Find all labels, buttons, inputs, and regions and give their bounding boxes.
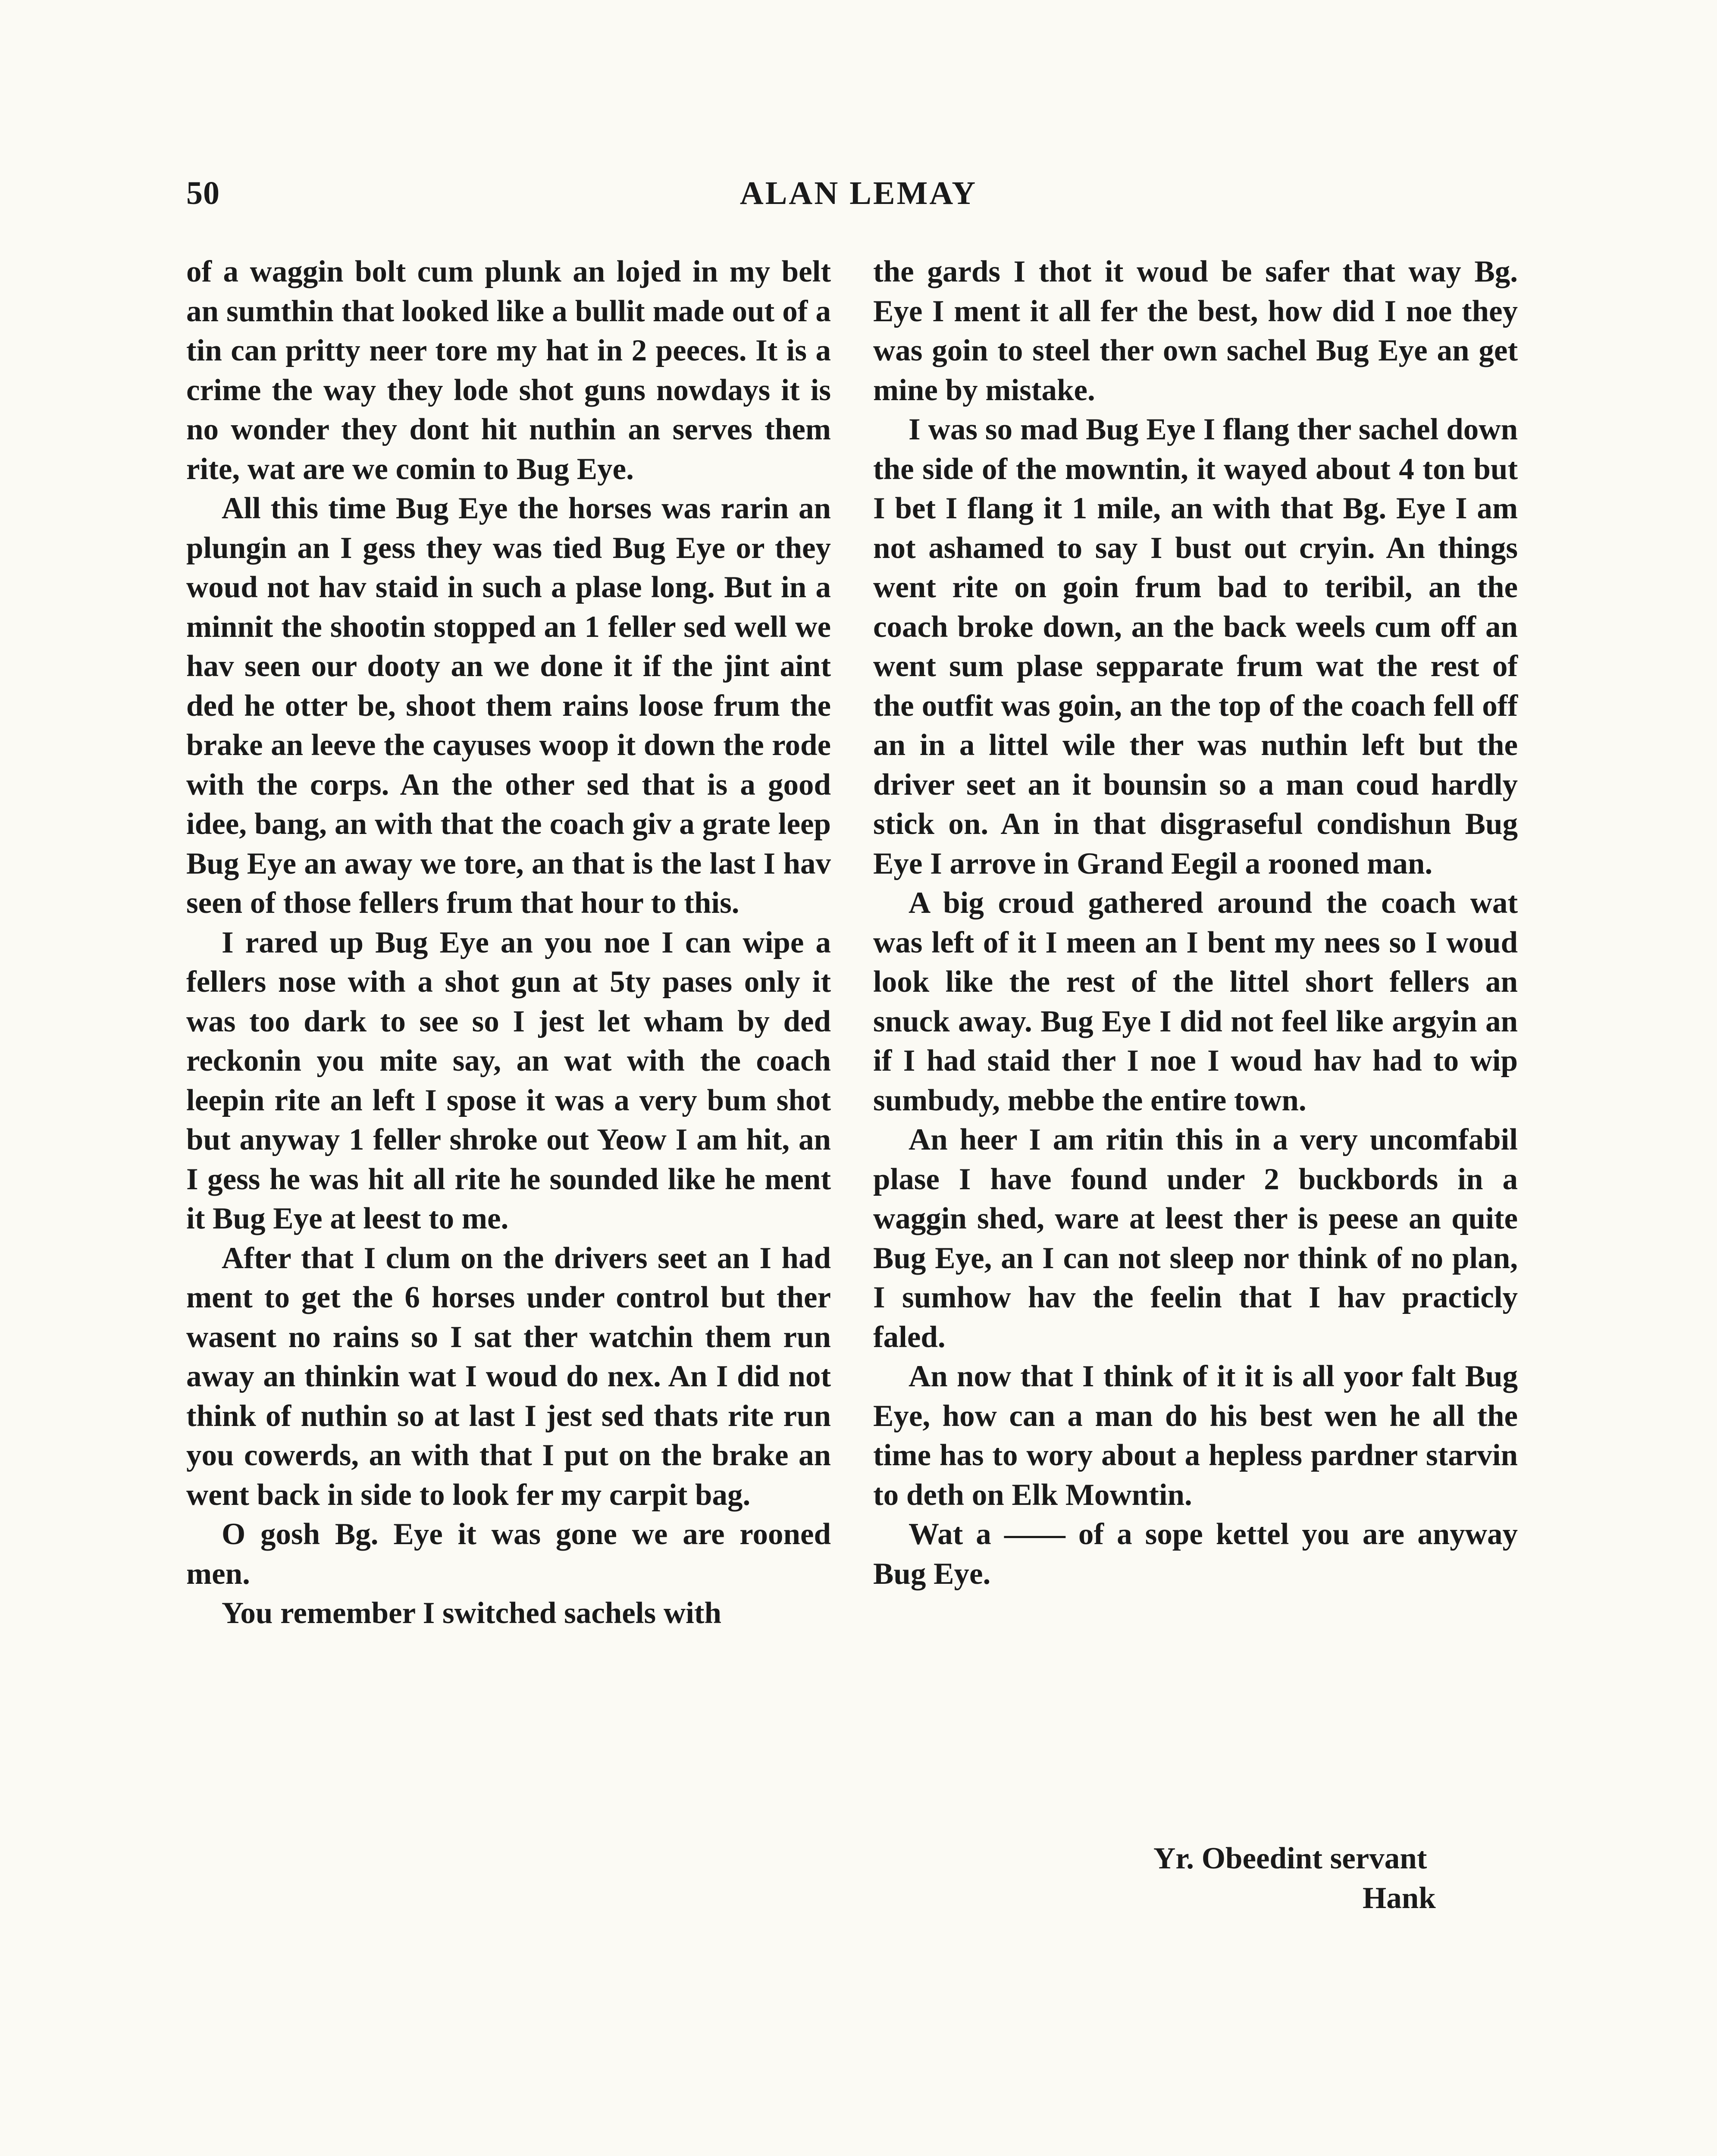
paragraph: of a waggin bolt cum plunk an lojed in my belt an sumthin that looked like a bullit made out of a tin can pritty neer tore my hat in 2 peeces. It is a crime the way they lode shot guns nowdays it is no wonder they dont hit nuthin an serves them rite, wat are we comin to Bug Eye. <box>186 255 831 486</box>
left-column <box>186 252 831 1633</box>
page-number: 50 <box>186 175 220 211</box>
paragraph: I was so mad Bug Eye I flang ther sachel down the side of the mowntin, it wayed about 4 ton but I bet I flang it 1 mile, an with that Bg. Eye I am not ashamed to say I bust out cryin. An things went rite on goin frum bad to teribil, an the coach broke down, an the back weels cum off an went sum plase sepparate frum wat the rest of the outfit was goin, an the top of the coach fell off an in a littel wile ther was nuthin left but the driver seet an it bounsin so a man coud hardly stick on. An in that disgraseful condishun Bug Eye I arrove in Grand Eegil a rooned man. <box>873 413 1518 881</box>
closing: Yr. Obeedint servant <box>1153 1842 1427 1875</box>
running-head: ALAN LEMAY <box>739 175 978 211</box>
signature: Hank <box>1363 1881 1436 1915</box>
paragraph: O gosh Bg. Eye it was gone we are rooned men. <box>186 1517 831 1591</box>
paragraph: A big croud gathered around the coach wat was left of it I meen an I bent my nees so I woud look like the rest of the littel short fellers an snuck away. Bug Eye I did not feel like argyin an if I had staid ther I noe I woud hav had to wip sumbudy, mebbe the entire town. <box>873 886 1518 1117</box>
paragraph: I rared up Bug Eye an you noe I can wipe a fellers nose with a shot gun at 5ty pases only it was too dark to see so I jest let wham by ded reckonin you mite say, an wat with the coach leepin rite an left I spose it was a very bum shot but anyway 1 feller shroke out Yeow I am hit, an I gess he was hit all rite he sounded like he ment it Bug Eye at leest to me. <box>186 925 831 1235</box>
paragraph: the gards I thot it woud be safer that way Bg. Eye I ment it all fer the best, how did I noe they was goin to steel ther own sachel Bug Eye an get mine by mistake. <box>873 255 1518 407</box>
right-column <box>873 252 1518 1594</box>
paragraph: All this time Bug Eye the horses was rarin an plungin an I gess they was tied Bug Eye or they woud not hav staid in such a plase long. But in a minnit the shootin stopped an 1 feller sed well we hav seen our dooty an we done it if the jint aint ded he otter be, shoot them rains loose frum the brake an leeve the cayuses woop it down the rode with the corps. An the other sed that is a good idee, bang, an with that the coach giv a grate leep Bug Eye an away we tore, an that is the last I hav seen of those fellers frum that hour to this. <box>186 492 831 920</box>
paragraph: After that I clum on the drivers seet an I had ment to get the 6 horses under control but ther wasent no rains so I sat ther watchin them run away an thinkin wat I woud do nex. An I did not think of nuthin so at last I jest sed thats rite run you cowerds, an with that I put on the brake an went back in side to look fer my carpit bag. <box>186 1241 831 1512</box>
paragraph: You remember I switched sachels with <box>222 1596 721 1630</box>
paragraph: Wat a —— of a sope kettel you are anyway Bug Eye. <box>873 1517 1518 1591</box>
paragraph: An now that I think of it it is all yoor falt Bug Eye, how can a man do his best wen he all the time has to wory about a hepless pardner starvin to deth on Elk Mowntin. <box>873 1360 1518 1512</box>
paragraph: An heer I am ritin this in a very uncomfabil plase I have found under 2 buckbords in a waggin shed, ware at leest ther is peese an quite Bug Eye, an I can not sleep nor think of no plan, I sumhow hav the feelin that I hav practicly faled. <box>873 1123 1518 1354</box>
